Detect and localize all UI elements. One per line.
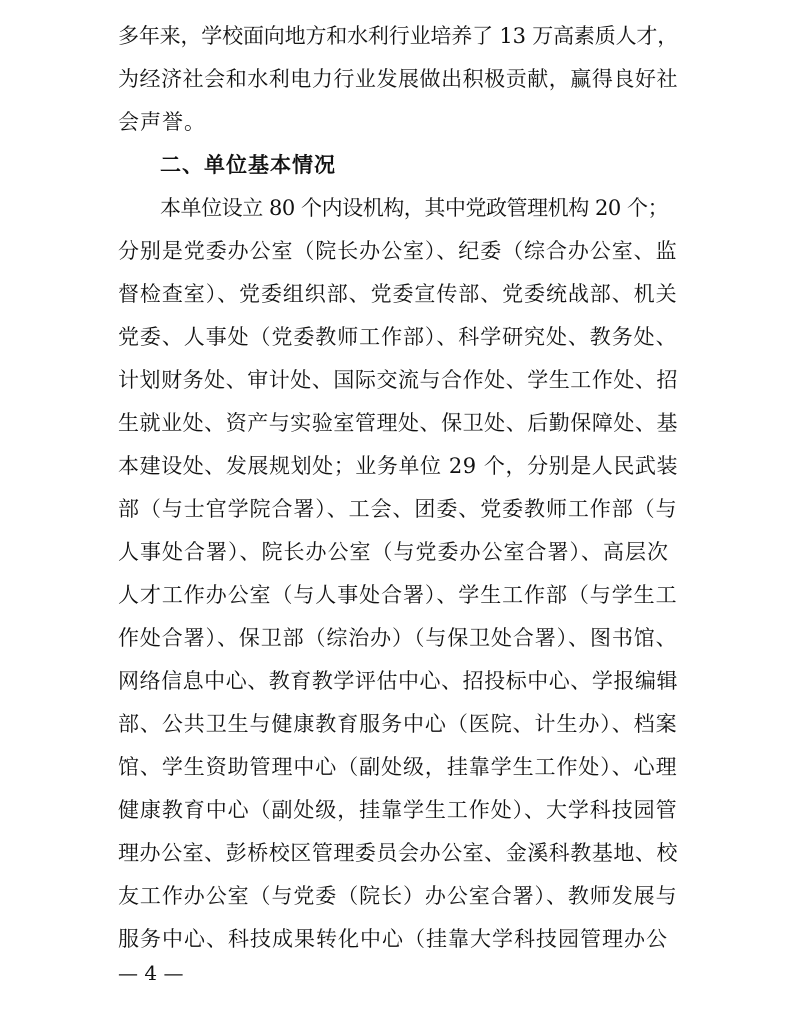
paragraph-line: 服务中心、科技成果转化中心（挂靠大学科技园管理办公 bbox=[118, 927, 668, 951]
paragraph-line: 会声誉。 bbox=[118, 110, 206, 134]
paragraph-line: 部、公共卫生与健康教育服务中心（医院、计生办）、档案 bbox=[118, 712, 678, 736]
paragraph-line: 督检查室）、党委组织部、党委宣传部、党委统战部、机关 bbox=[118, 282, 678, 306]
paragraph-line: 网络信息中心、教育教学评估中心、招投标中心、学报编辑 bbox=[118, 669, 678, 693]
paragraph-line: 计划财务处、审计处、国际交流与合作处、学生工作处、招 bbox=[118, 368, 678, 392]
paragraph-line: 人事处合署）、院长办公室（与党委办公室合署）、高层次 bbox=[118, 540, 669, 564]
paragraph-line: 理办公室、彭桥校区管理委员会办公室、金溪科教基地、校 bbox=[118, 841, 678, 865]
paragraph-line: 馆、学生资助管理中心（副处级，挂靠学生工作处）、心理 bbox=[118, 755, 678, 779]
paragraph-line: 作处合署）、保卫部（综治办）（与保卫处合署）、图书馆、 bbox=[118, 626, 678, 650]
section-heading: 二、单位基本情况 bbox=[160, 153, 336, 177]
page-number: — 4 — bbox=[118, 961, 184, 985]
paragraph-line: 为经济社会和水利电力行业发展做出积极贡献，赢得良好社 bbox=[118, 67, 678, 91]
paragraph-line: 本建设处、发展规划处；业务单位 29 个，分别是人民武装 bbox=[118, 454, 679, 478]
paragraph-line: 本单位设立 80 个内设机构，其中党政管理机构 20 个； bbox=[160, 196, 669, 220]
paragraph-line: 健康教育中心（副处级，挂靠学生工作处）、大学科技园管 bbox=[118, 798, 678, 822]
paragraph-line: 多年来，学校面向地方和水利行业培养了 13 万高素质人才， bbox=[118, 24, 679, 48]
paragraph-line: 部（与士官学院合署）、工会、团委、党委教师工作部（与 bbox=[118, 497, 678, 521]
paragraph-line: 分别是党委办公室（院长办公室）、纪委（综合办公室、监 bbox=[118, 239, 678, 263]
paragraph-line: 友工作办公室（与党委（院长）办公室合署）、教师发展与 bbox=[118, 884, 678, 908]
paragraph-line: 人才工作办公室（与人事处合署）、学生工作部（与学生工 bbox=[118, 583, 678, 607]
paragraph-line: 生就业处、资产与实验室管理处、保卫处、后勤保障处、基 bbox=[118, 411, 678, 435]
paragraph-line: 党委、人事处（党委教师工作部）、科学研究处、教务处、 bbox=[118, 325, 678, 349]
